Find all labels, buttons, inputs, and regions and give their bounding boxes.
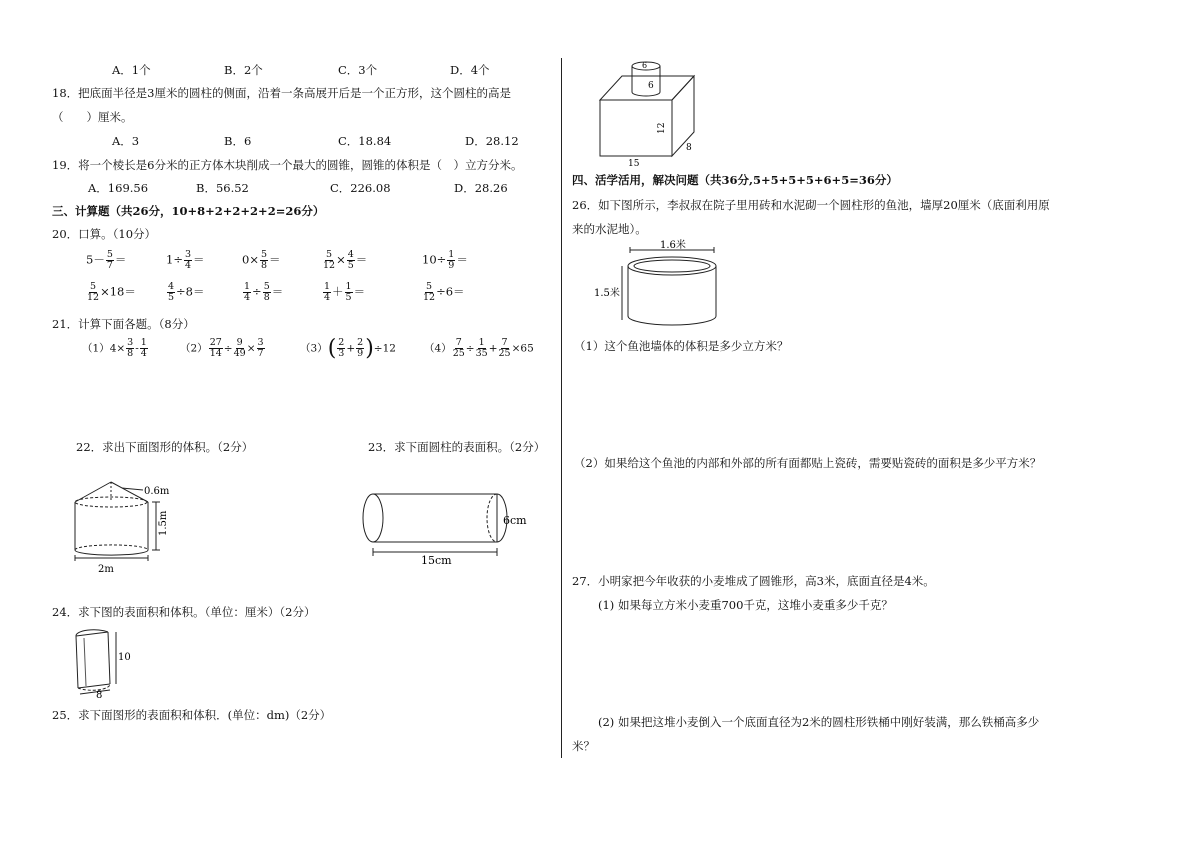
q19-text: 19．将一个棱长是6分米的正方体木块削成一个最大的圆锥，圆锥的体积是（ ）立方分米。 <box>52 158 523 172</box>
q20-expr-4: $\frac{5}{12}$ × $\frac{4}{5}$ ＝ <box>323 249 368 271</box>
q19-option-b: B．56.52 <box>196 181 249 195</box>
q20-title: 20．口算。（10分） <box>52 227 157 241</box>
q20-expr-5: 10÷ $\frac{1}{9}$ ＝ <box>422 249 468 271</box>
q20-expr-7: $\frac{4}{5}$ ÷8＝ <box>168 281 205 303</box>
q24-figure <box>66 622 136 700</box>
q17-option-c: C．3个 <box>338 63 378 77</box>
q20-expr-1: 5－ $\frac{5}{7}$ ＝ <box>86 249 127 271</box>
q22-top-label: 0.6m <box>144 486 170 497</box>
q21-title: 21．计算下面各题。（8分） <box>52 317 195 331</box>
q27-sub-question-1: (1) 如果每立方米小麦重700千克，这堆小麦重多少千克？ <box>598 598 893 612</box>
q22-figure <box>60 478 190 578</box>
q23-diameter-label: 6cm <box>503 514 527 527</box>
q20-expr-2: 1÷ $\frac{3}{4}$ ＝ <box>166 249 205 271</box>
fig25-box-depth-label: 8 <box>686 143 692 153</box>
q27-sub-question-2: (2) 如果把这堆小麦倒入一个底面直径为2米的圆柱形铁桶中刚好装满，那么铁桶高多少 <box>598 715 1040 729</box>
q23-figure <box>355 488 535 568</box>
q23-length-label: 15cm <box>421 554 452 567</box>
q19-option-c: C．226.08 <box>330 181 391 195</box>
q17-option-a: A．1个 <box>112 63 151 77</box>
fig25-box-width-label: 15 <box>628 159 640 166</box>
q27-text: 27．小明家把今年收获的小麦堆成了圆锥形，高3米，底面直径是4米。 <box>572 574 935 588</box>
q20-expr-8: $\frac{1}{4}$ ÷ $\frac{5}{8}$ ＝ <box>244 281 284 303</box>
q21-expr-2: （2） $\frac{27}{14}$ ÷ $\frac{9}{49}$ × $\frac{3}{7}$ <box>180 337 264 359</box>
q22-height-label: 1.5m <box>158 510 169 536</box>
q18-text: 18．把底面半径是3厘米的圆柱的侧面，沿着一条高展开后是一个正方形，这个圆柱的高是 <box>52 86 511 100</box>
q26-sub-question-2: （2）如果给这个鱼池的内部和外部的所有面都贴上瓷砖，需要贴瓷砖的面积是多少平方米？ <box>574 456 1042 470</box>
q18-option-c: C．18.84 <box>338 134 392 148</box>
fig25-top-label: 6 <box>642 61 648 70</box>
section-3-heading: 三、计算题（共26分，10+8+2+2+2+2=26分） <box>52 204 325 218</box>
q19-option-a: A．169.56 <box>88 181 149 195</box>
fig25-box-height-label: 12 <box>657 122 667 134</box>
q24-bottom-label: 8 <box>96 690 103 700</box>
q23-text: 23．求下面圆柱的表面积。（2分） <box>368 440 546 454</box>
q21-expr-4: （4） $\frac{7}{25}$ ÷ $\frac{1}{35}$ + $\frac{7}{25}$ ×65 <box>424 337 534 359</box>
q19-option-d: D．28.26 <box>454 181 508 195</box>
q20-expr-6: $\frac{5}{12}$ ×18＝ <box>87 281 136 303</box>
q26-text-line2: 来的水泥地）。 <box>572 222 647 236</box>
fig25-cylinder-height-label: 6 <box>648 81 654 91</box>
q17-option-b: B．2个 <box>224 63 263 77</box>
section-4-heading: 四、活学活用，解决问题（共36分,5+5+5+5+6+5=36分） <box>572 173 898 187</box>
q21-expr-1: （1）4× $\frac{3}{8}$ - $\frac{1}{4}$ <box>82 337 147 359</box>
q17-option-d: D．4个 <box>450 63 490 77</box>
q26-height-label: 1.5米 <box>594 288 620 299</box>
q26-diameter-label: 1.6米 <box>660 240 686 251</box>
q27-sub-question-2-line2: 米？ <box>572 739 595 753</box>
column-divider <box>561 58 562 758</box>
q18-text-line2: （ ）厘米。 <box>52 110 133 124</box>
q18-option-a: A．3 <box>112 134 140 148</box>
q21-expr-3: （3）( $\frac{2}{3}$ + $\frac{2}{9}$ )÷12 <box>300 336 396 361</box>
q20-expr-9: $\frac{1}{4}$ ＋ $\frac{1}{5}$ ＝ <box>324 281 366 303</box>
q22-bottom-label: 2m <box>98 564 114 575</box>
q26-figure <box>590 238 730 328</box>
q20-expr-10: $\frac{5}{12}$ ÷6＝ <box>423 281 465 303</box>
q25-text: 25．求下面图形的表面积和体积．(单位：dm)（2分） <box>52 708 332 722</box>
q25-figure <box>590 54 710 166</box>
q26-text: 26．如下图所示，李叔叔在院子里用砖和水泥砌一个圆柱形的鱼池，墙厚20厘米（底面利用原 <box>572 198 1050 212</box>
q18-option-b: B．6 <box>224 134 252 148</box>
q22-text: 22．求出下面图形的体积。（2分） <box>76 440 254 454</box>
q26-sub-question-1: （1）这个鱼池墙体的体积是多少立方米？ <box>574 339 789 353</box>
q20-expr-3: 0× $\frac{5}{8}$ ＝ <box>242 249 281 271</box>
q24-height-label: 10 <box>118 652 131 663</box>
q18-option-d: D．28.12 <box>465 134 519 148</box>
q24-text: 24．求下图的表面积和体积。（单位：厘米）（2分） <box>52 605 316 619</box>
